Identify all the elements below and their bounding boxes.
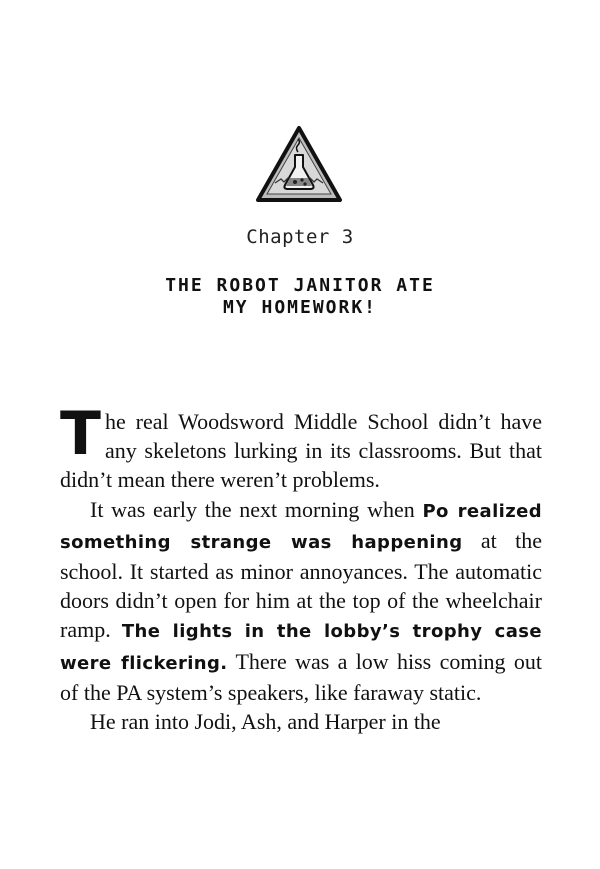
drop-cap: T (60, 399, 101, 469)
chapter-body (60, 399, 543, 736)
paragraph-text: It was early the next morning when (90, 496, 423, 522)
emphasized-text: The lights in the lobby’s trophy case were flickering. (60, 621, 543, 674)
science-flask-warning-icon (255, 125, 343, 203)
paragraph-text: There was a low hiss coming out of the PA system’s speakers, like faraway static. (60, 648, 542, 705)
paragraph-text: he real Woodsword Middle School didn’t have any skeletons lurking in its classrooms. But that didn’t mean there weren’t problems. (60, 409, 542, 493)
paragraph-text: at the school. It started as minor annoyances. The automatic doors didn’t open for him at the top of the wheelchair ramp. (60, 527, 542, 643)
chapter-label: Chapter 3 (246, 226, 354, 248)
paragraph (60, 495, 542, 707)
paragraph (60, 707, 542, 736)
chapter-title-line: MY HOMEWORK! (222, 297, 378, 318)
emphasized-text: Po realized something strange was happening (60, 500, 542, 553)
chapter-title-line: THE ROBOT JANITOR ATE (165, 275, 435, 296)
paragraph (60, 399, 542, 495)
paragraph-text: He ran into Jodi, Ash, and Harper in the (90, 709, 441, 735)
chapter-title (0, 275, 600, 319)
